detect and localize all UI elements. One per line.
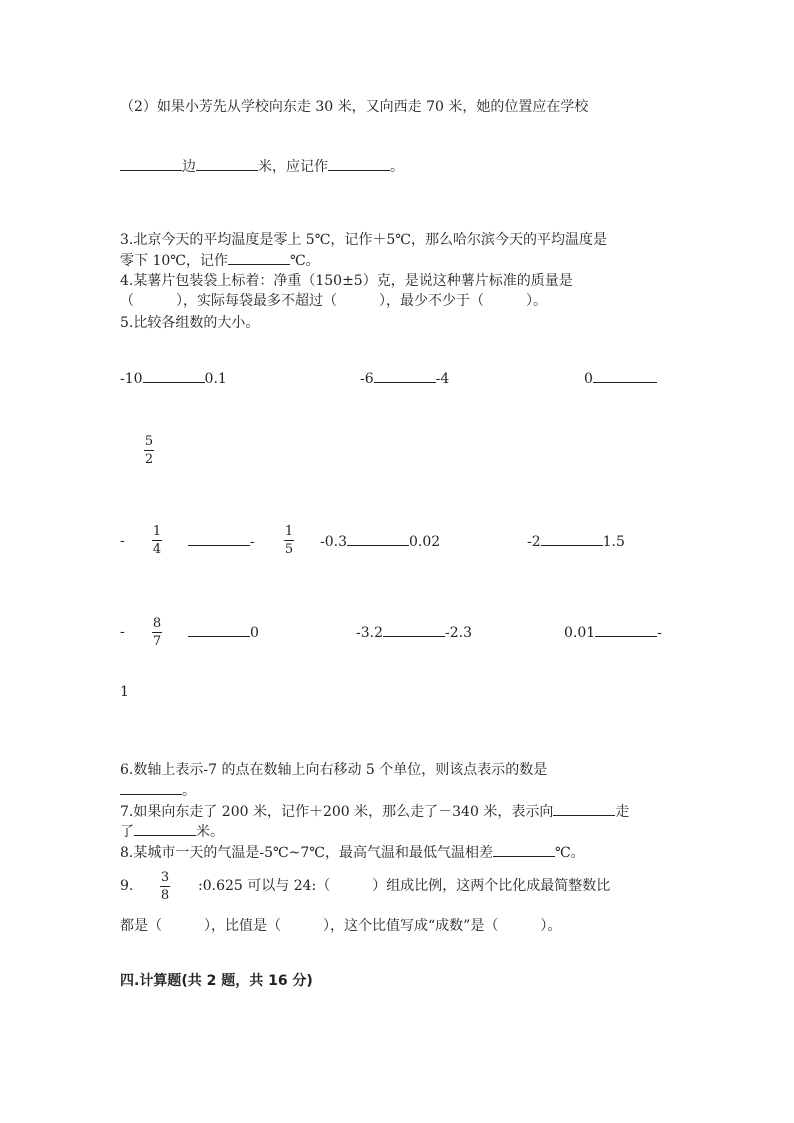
- fraction-denominator: 5: [284, 542, 294, 557]
- q4-line2: （ ），实际每袋最多不超过（ ），最少不少于（ ）。: [120, 293, 547, 309]
- q2-t3: 。: [390, 159, 404, 175]
- minus-sign: -: [120, 624, 125, 640]
- fraction-numerator: 1: [152, 524, 162, 539]
- q9-number: 9.: [120, 878, 134, 894]
- answer-blank[interactable]: [328, 156, 390, 171]
- num: -4: [435, 371, 450, 387]
- fraction-bar: [160, 886, 170, 887]
- q8-b: ℃。: [554, 845, 585, 861]
- fraction-numerator: 3: [160, 870, 170, 885]
- q7-line2: [120, 821, 224, 842]
- fraction-bar: [144, 450, 154, 451]
- num: 0.02: [409, 534, 441, 550]
- answer-blank[interactable]: [120, 780, 182, 795]
- section-heading: 四.计算题(共 2 题，共 16 分): [120, 973, 313, 989]
- q3-line2-a: 零下 10℃，记作: [120, 253, 228, 269]
- q8-line: [120, 842, 585, 863]
- answer-blank[interactable]: [595, 622, 657, 637]
- num: -6: [360, 371, 374, 387]
- fraction-numerator: 5: [144, 434, 154, 449]
- fraction-denominator: 7: [152, 634, 162, 649]
- q3-line2: [120, 250, 320, 271]
- num: -10: [120, 371, 143, 387]
- answer-blank[interactable]: [347, 531, 409, 546]
- answer-blank[interactable]: [228, 250, 290, 265]
- answer-blank[interactable]: [196, 156, 258, 171]
- num: -2: [527, 534, 541, 550]
- answer-blank[interactable]: [374, 368, 436, 383]
- answer-blank[interactable]: [493, 842, 555, 857]
- q5-r3-c: [564, 622, 662, 643]
- answer-blank[interactable]: [188, 622, 250, 637]
- answer-blank[interactable]: [134, 821, 196, 836]
- q5-r1-a: [120, 368, 227, 389]
- fraction-3-8: [160, 870, 170, 903]
- minus-sign: -: [120, 533, 125, 549]
- q3-line2-b: ℃。: [289, 253, 320, 269]
- q3-line1: 3.北京今天的平均温度是零上 5℃，记作＋5℃，那么哈尔滨今天的平均温度是: [120, 232, 607, 248]
- q6-line1: 6.数轴上表示-7 的点在数轴上向右移动 5 个单位，则该点表示的数是: [120, 762, 548, 778]
- fraction-numerator: 1: [284, 524, 294, 539]
- answer-blank[interactable]: [383, 622, 445, 637]
- answer-blank[interactable]: [120, 156, 182, 171]
- q2-sub-text: （2）如果小芳先从学校向东走 30 米，又向西走 70 米，她的位置应在学校: [120, 99, 589, 115]
- answer-blank[interactable]: [593, 368, 657, 383]
- q7-line2-a: 了: [120, 824, 134, 840]
- fraction-bar: [284, 540, 294, 541]
- num: -0.3: [320, 534, 347, 550]
- num: -2.3: [445, 625, 472, 641]
- fraction-5-2: [144, 434, 154, 467]
- num: -3.2: [356, 625, 383, 641]
- answer-blank[interactable]: [541, 531, 603, 546]
- q5-r3-a: [188, 622, 259, 643]
- q2-t1: 边: [182, 159, 196, 175]
- q5-r2-a: [188, 531, 255, 552]
- q6-end: 。: [182, 783, 196, 799]
- q5-r1-c: [584, 368, 657, 389]
- num: 1.5: [602, 534, 625, 550]
- num: 0.1: [204, 371, 227, 387]
- answer-blank[interactable]: [553, 801, 615, 816]
- q8-a: 8.某城市一天的气温是-5℃~7℃，最高气温和最低气温相差: [120, 845, 493, 861]
- fraction-numerator: 8: [152, 616, 162, 631]
- q7-line2-b: 米。: [196, 824, 224, 840]
- fraction-1-5: [284, 524, 294, 557]
- fraction-denominator: 4: [152, 542, 162, 557]
- num: 0: [250, 625, 259, 641]
- num: 0.01: [564, 625, 596, 641]
- num: 0: [584, 371, 593, 387]
- q2-sub-answer-line: [120, 156, 404, 177]
- q5-r2-b: [320, 531, 440, 552]
- q5-r3-wrap: 1: [120, 684, 129, 700]
- q2-t2: 米，应记作: [258, 159, 328, 175]
- fraction-bar: [152, 632, 162, 633]
- answer-blank[interactable]: [143, 368, 205, 383]
- fraction-denominator: 8: [160, 888, 170, 903]
- q7-line1-b: 走: [615, 804, 630, 820]
- q5-r1-b: [360, 368, 449, 389]
- fraction-denominator: 2: [144, 452, 154, 467]
- q6-line2: [120, 780, 196, 801]
- q5-r3-b: [356, 622, 472, 643]
- q5-r2-c: [527, 531, 625, 552]
- minus-sign: -: [657, 625, 662, 641]
- q4-line1: 4.某薯片包装袋上标着：净重（150±5）克，是说这种薯片标准的质量是: [120, 273, 573, 289]
- fraction-1-4: [152, 524, 162, 557]
- q5-title: 5.比较各组数的大小。: [120, 315, 260, 331]
- fraction-8-7: [152, 616, 162, 649]
- fraction-bar: [152, 540, 162, 541]
- q9-line1: :0.625 可以与 24:（ ）组成比例，这两个比化成最简整数比: [198, 878, 611, 894]
- q9-line2: 都是（ ），比值是（ ），这个比值写成“成数”是（ ）。: [120, 918, 562, 934]
- q7-line1: [120, 801, 629, 822]
- minus-sign: -: [250, 534, 255, 550]
- q7-line1-a: 7.如果向东走了 200 米，记作＋200 米，那么走了－340 米，表示向: [120, 804, 554, 820]
- answer-blank[interactable]: [188, 531, 250, 546]
